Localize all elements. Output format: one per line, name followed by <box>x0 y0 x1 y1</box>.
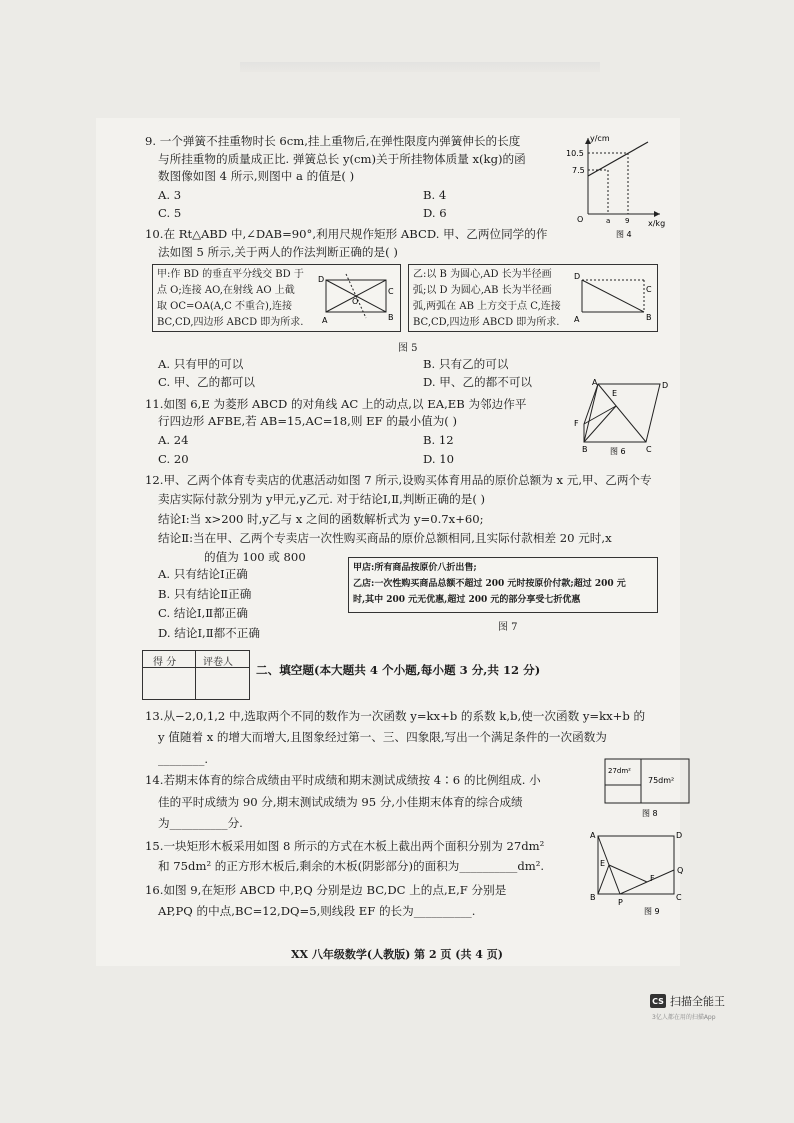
q9-option-c: C. 5 <box>158 206 182 220</box>
q10-line1: 10.在 Rt△ABD 中,∠DAB=90°,利用尺规作矩形 ABCD. 甲、乙两位同学的作 <box>145 227 548 241</box>
q12-line1: 12.甲、乙两个体育专卖店的优惠活动如图 7 所示,设购买体育用品的原价总额为 x 元,甲、乙两个专 <box>145 473 652 487</box>
q9-line3: 数图像如图 4 所示,则图中 a 的值是( ) <box>158 169 355 183</box>
jia-line-2: 点 O;连接 AO,在射线 AO 上截 <box>157 285 295 296</box>
q13-line3: ________. <box>158 752 209 766</box>
q12-option-d: D. 结论Ⅰ,Ⅱ都不正确 <box>158 626 260 640</box>
fig8-small-square: 27dm² <box>608 767 631 775</box>
q12-conclusion-2a: 结论Ⅱ:当在甲、乙两个专卖店一次性购买商品的原价总额相同,且实际付款相差 20 元时,x <box>158 531 612 545</box>
shop-yi-rule-1: 乙店:一次性购买商品总额不超过 200 元时按原价付款;超过 200 元 <box>353 579 626 589</box>
q9-option-d: D. 6 <box>423 206 447 220</box>
q13-line1: 13.从−2,0,1,2 中,选取两个不同的数作为一次函数 y=kx+b 的系数 k,b,使一次函数 y=kx+b 的 <box>145 709 646 723</box>
jia-line-4: BC,CD,四边形 ABCD 即为所求. <box>157 317 304 328</box>
q10-option-a: A. 只有甲的可以 <box>158 357 244 371</box>
q9-option-a: A. 3 <box>158 188 182 202</box>
fig9-D: D <box>676 831 683 840</box>
score-table <box>142 650 250 700</box>
camscanner-logo-icon: CS <box>650 994 666 1008</box>
fig9-B: B <box>590 893 596 902</box>
fig5-caption: 图 5 <box>398 343 418 354</box>
figure-8-board <box>604 758 690 820</box>
yi-line-2: 弧;以 D 为圆心,AB 长为半径画 <box>413 285 552 296</box>
q12-option-a: A. 只有结论Ⅰ正确 <box>158 567 248 581</box>
q10-line2: 法如图 5 所示,关于两人的作法判断正确的是( ) <box>158 245 398 259</box>
fig5-jia-D: D <box>318 275 325 284</box>
jia-line-3: 取 OC=OA(A,C 不重合),连接 <box>157 301 293 312</box>
fig5-yi-B: B <box>646 313 652 322</box>
shop-jia-rule: 甲店:所有商品按原价八折出售; <box>353 563 477 573</box>
fig6-C: C <box>646 445 652 454</box>
fig6-E: E <box>612 389 618 398</box>
fig9-A: A <box>590 831 596 840</box>
figure-5-yi <box>574 270 658 328</box>
fig6-B: B <box>582 445 588 454</box>
q12-option-c: C. 结论Ⅰ,Ⅱ都正确 <box>158 606 248 620</box>
fig4-x-label: x/kg <box>648 219 666 228</box>
q15-line1: 15.一块矩形木板采用如图 8 所示的方式在木板上截出两个面积分别为 27dm² <box>145 839 545 853</box>
fig6-D: D <box>662 381 669 390</box>
yi-line-4: BC,CD,四边形 ABCD 即为所求. <box>413 317 560 328</box>
fig4-y-label: y/cm <box>590 134 610 143</box>
fig5-yi-C: C <box>646 285 652 294</box>
scanner-watermark <box>650 993 725 1009</box>
fig9-caption: 图 9 <box>644 907 660 916</box>
fig6-A: A <box>592 378 598 387</box>
q12-conclusion-1: 结论Ⅰ:当 x>200 时,y乙与 x 之间的函数解析式为 y=0.7x+60; <box>158 512 484 526</box>
q10-option-c: C. 甲、乙的都可以 <box>158 375 255 389</box>
q16-line2: AP,PQ 的中点,BC=12,DQ=5,则线段 EF 的长为__________. <box>158 904 476 918</box>
fig4-tick-a: a <box>606 217 611 225</box>
fig4-tick-10-5: 10.5 <box>566 149 584 158</box>
fig4-tick-9: 9 <box>625 217 630 225</box>
fig5-yi-D: D <box>574 272 581 281</box>
shop-yi-rule-2: 时,其中 200 元无优惠,超过 200 元的部分享受七折优惠 <box>353 595 581 605</box>
q14-line1: 14.若期末体育的综合成绩由平时成绩和期末测试成绩按 4∶6 的比例组成. 小 <box>145 773 541 787</box>
q11-line2: 行四边形 AFBE,若 AB=15,AC=18,则 EF 的最小值为( ) <box>158 414 458 428</box>
q11-option-b: B. 12 <box>423 433 454 447</box>
fig9-E: E <box>600 859 606 868</box>
fig6-caption: 图 6 <box>610 447 626 456</box>
q11-option-d: D. 10 <box>423 452 455 466</box>
q11-option-c: C. 20 <box>158 452 189 466</box>
fig5-yi-A: A <box>574 315 580 324</box>
figure-4-graph <box>560 132 670 240</box>
fig4-caption: 图 4 <box>616 230 632 239</box>
fig9-C: C <box>676 893 682 902</box>
q9-line2: 与所挂重物的质量成正比. 弹簧总长 y(cm)关于所挂物体质量 x(kg)的函 <box>158 152 526 166</box>
fig7-caption: 图 7 <box>498 622 518 633</box>
q16-line1: 16.如图 9,在矩形 ABCD 中,P,Q 分别是边 BC,DC 上的点,E,F 分别是 <box>145 883 507 897</box>
fig4-tick-7-5: 7.5 <box>572 166 585 175</box>
q12-line2: 卖店实际付款分别为 y甲元,y乙元. 对于结论Ⅰ,Ⅱ,判断正确的是( ) <box>158 492 486 506</box>
fig9-P: P <box>618 898 623 907</box>
discount-rules-box <box>348 557 658 613</box>
figure-9-rectangle <box>588 826 688 922</box>
fig5-jia-C: C <box>388 287 394 296</box>
q9-line1: 9. 一个弹簧不挂重物时长 6cm,挂上重物后,在弹性限度内弹簧伸长的长度 <box>145 134 521 148</box>
fig9-F: F <box>650 874 655 883</box>
q13-line2: y 值随着 x 的增大而增大,且图象经过第一、三、四象限,写出一个满足条件的一次函数为 <box>158 730 607 744</box>
q15-line2: 和 75dm² 的正方形木板后,剩余的木板(阴影部分)的面积为__________dm². <box>158 859 545 873</box>
fig8-caption: 图 8 <box>642 809 658 818</box>
q9-option-b: B. 4 <box>423 188 447 202</box>
jia-line-1: 甲:作 BD 的垂直平分线交 BD 于 <box>157 269 304 280</box>
page-footer: XX 八年级数学(人教版) 第 2 页 (共 4 页) <box>290 948 503 961</box>
fig5-jia-O: O <box>352 297 359 306</box>
yi-line-3: 弧,两弧在 AB 上方交于点 C,连接 <box>413 301 561 312</box>
fig6-F: F <box>574 419 579 428</box>
grader-label: 评卷人 <box>203 657 233 668</box>
bleed-through-band <box>240 62 600 72</box>
q14-line3: 为__________分. <box>158 816 243 830</box>
fig9-Q: Q <box>677 866 684 875</box>
section-2-title: 二、填空题(本大题共 4 个小题,每小题 3 分,共 12 分) <box>256 663 541 677</box>
q11-option-a: A. 24 <box>158 433 189 447</box>
figure-5-jia <box>316 270 400 328</box>
q10-option-b: B. 只有乙的可以 <box>423 357 509 371</box>
scanner-tagline: 3亿人都在用的扫描App <box>652 1014 716 1021</box>
score-label: 得 分 <box>153 657 177 668</box>
scanner-app-name: 扫描全能王 <box>670 995 725 1008</box>
q12-option-b: B. 只有结论Ⅱ正确 <box>158 587 252 601</box>
fig4-origin: O <box>577 215 584 224</box>
q12-conclusion-2b: 的值为 100 或 800 <box>204 550 306 564</box>
fig8-large-square: 75dm² <box>648 776 675 785</box>
q10-option-d: D. 甲、乙的都不可以 <box>423 375 533 389</box>
q11-line1: 11.如图 6,E 为菱形 ABCD 的对角线 AC 上的动点,以 EA,EB 为邻边作平 <box>145 397 527 411</box>
fig5-jia-A: A <box>322 316 328 325</box>
fig5-jia-B: B <box>388 313 394 322</box>
q14-line2: 佳的平时成绩为 90 分,期末测试成绩为 95 分,小佳期末体育的综合成绩 <box>158 795 523 809</box>
yi-line-1: 乙:以 B 为圆心,AD 长为半径画 <box>413 269 552 280</box>
figure-6-rhombus <box>572 376 672 456</box>
